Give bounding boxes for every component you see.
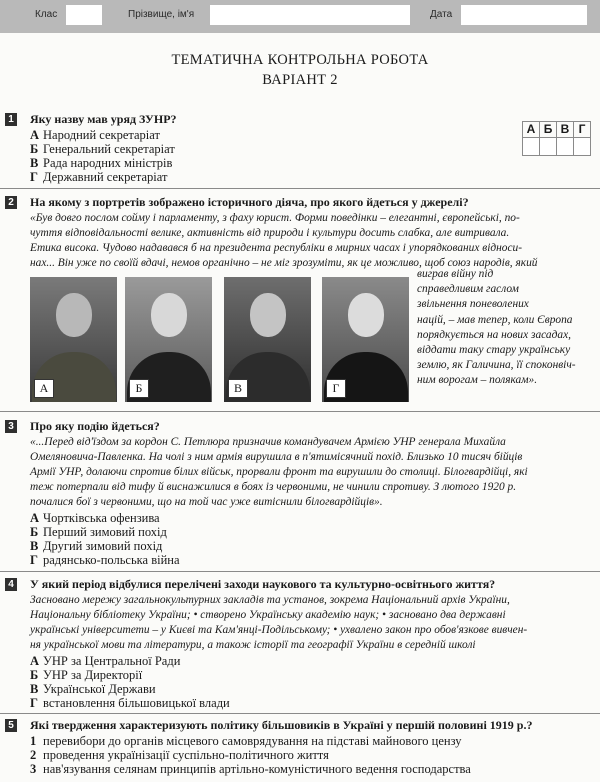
divider — [0, 571, 600, 572]
option-label: Чортківська офензива — [43, 511, 160, 525]
answer-letter: В — [557, 122, 573, 137]
option-d[interactable] — [30, 553, 180, 568]
portrait-label: А — [34, 379, 54, 398]
source-line: віддати таку стару українську — [417, 344, 571, 357]
variant-title: ВАРІАНТ 2 — [262, 72, 338, 88]
source-line: «...Перед від'їздом за кордон С. Петлюра призначив командувачем Армією УНР генерала Михайла — [30, 436, 506, 448]
source-line: українські університети – у Києві та Кам'янці-Подільському; • ухвалено закон про обов'язкове вивчен- — [30, 624, 528, 637]
statement-text: нав'язування селянам принципів артільно-комуністичного ведення господарства — [43, 762, 471, 776]
option-b[interactable] — [30, 142, 175, 157]
source-line: справедливим гаслом — [417, 283, 519, 296]
date-field[interactable] — [461, 5, 587, 25]
question-number: 4 — [5, 578, 17, 591]
option-letter: В — [30, 682, 39, 696]
option-label: Народний секретаріат — [43, 128, 160, 142]
source-quote — [30, 435, 528, 510]
answer-letter: Б — [540, 122, 556, 137]
option-d[interactable] — [30, 170, 167, 185]
question-text: Про яку подію йдеться? — [30, 419, 160, 433]
option-letter: Б — [30, 668, 39, 682]
option-label: радянсько-польська війна — [43, 553, 180, 567]
source-line: Омеляновича-Павленка. На чолі з ним армія вирушила в п'ятимісячний похід. Близько 10 тисяч бійців — [30, 451, 523, 464]
source-text — [30, 593, 527, 653]
option-letter: В — [30, 539, 39, 553]
source-quote-continued — [417, 267, 576, 389]
source-line: Засновано мережу загальнокультурних закладів та установ, зокрема Національний архів України, — [30, 594, 510, 606]
date-label: Дата — [430, 9, 453, 20]
option-label: Перший зимовий похід — [43, 525, 167, 539]
source-quote — [30, 211, 538, 271]
answer-cell-d[interactable] — [574, 138, 590, 155]
option-letter: В — [30, 156, 39, 170]
statement-number: 1 — [30, 734, 37, 748]
answer-cell-a[interactable] — [523, 138, 539, 155]
divider — [0, 411, 600, 412]
source-line: виграв війну під — [417, 268, 494, 280]
option-c[interactable] — [30, 539, 162, 554]
source-line: чуття відповідальності велике, активність від природи і культури досить слабка, але витривала. — [30, 227, 510, 240]
source-line: порядкується на нових засадах, — [417, 328, 571, 341]
option-a[interactable] — [30, 128, 160, 143]
answer-cell-b[interactable] — [540, 138, 556, 155]
source-line: землю, як Галичина, її споконвіч- — [417, 359, 576, 372]
option-d[interactable] — [30, 696, 230, 711]
answer-letter: Г — [574, 122, 590, 137]
statement-text: перевибори до органів місцевого самоврядування на підставі майнового цензу — [43, 734, 462, 748]
option-letter: Г — [30, 696, 38, 710]
option-label: Рада народних міністрів — [43, 156, 173, 170]
option-label: Української Держави — [43, 682, 156, 696]
question-number: 1 — [5, 113, 17, 126]
question-number: 2 — [5, 196, 17, 209]
answer-letter: А — [523, 122, 539, 137]
question-number: 5 — [5, 719, 17, 732]
option-letter: А — [30, 654, 40, 668]
portrait-b[interactable] — [125, 277, 212, 402]
source-line: Етика висока. Чудово надавався б на президента республіки в мирних часах і упорядкованих відноси- — [30, 242, 523, 255]
option-letter: А — [30, 511, 40, 525]
class-field[interactable] — [66, 5, 102, 25]
source-line: звільнення поневолених — [417, 298, 529, 311]
question-text: Які твердження характеризують політику більшовиків в Україні у першій половині 1919 р.? — [30, 718, 533, 732]
source-line: Армії УНР, долаючи спротив білих військ, прорвали фронт та вирушили до столиці. Білогвардійці, які — [30, 466, 528, 479]
source-line: нах... Він уже по своїй вдачі, немов органічно – не міг зрозуміти, як це можливо, щоб союз народів, який — [30, 257, 538, 270]
option-b[interactable] — [30, 525, 167, 540]
option-a[interactable] — [30, 511, 160, 526]
class-label: Клас — [35, 9, 58, 20]
option-a[interactable] — [30, 654, 180, 669]
source-line: ня української мови та літератури, а також історії та географії України в середній школі — [30, 639, 476, 652]
portrait-label: Б — [129, 379, 149, 398]
statement-text: проведення українізації суспільно-політичного життя — [43, 748, 329, 762]
statement-3[interactable] — [30, 762, 471, 777]
question-number: 3 — [5, 420, 17, 433]
option-label: Генеральний секретаріат — [43, 142, 175, 156]
statement-number: 2 — [30, 748, 37, 762]
option-label: встановлення більшовицької влади — [43, 696, 230, 710]
question-text: У який період відбулися перелічені заходи наукового та культурно-освітнього життя? — [30, 577, 496, 591]
name-field[interactable] — [210, 5, 410, 25]
option-letter: Г — [30, 170, 38, 184]
portrait-d[interactable] — [322, 277, 409, 402]
option-label: Другий зимовий похід — [43, 539, 163, 553]
statement-1[interactable] — [30, 734, 462, 749]
header-bar — [0, 0, 600, 33]
source-line: Національну бібліотеку України; • створено Українську академію наук; • засновано два державні — [30, 609, 506, 622]
statement-number: 3 — [30, 762, 37, 776]
source-line: націй, – мав тепер, коли Європа — [417, 313, 573, 326]
option-label: УНР за Директорії — [43, 668, 143, 682]
source-line: почалися бої з червоними, що на той час уже витіснили білогвардійців». — [30, 496, 383, 509]
name-label: Прізвище, ім'я — [128, 9, 195, 20]
question-text: Яку назву мав уряд ЗУНР? — [30, 112, 177, 126]
portrait-c[interactable] — [224, 277, 311, 402]
source-line: ним ворогам – полякам». — [417, 374, 538, 387]
option-c[interactable] — [30, 156, 172, 171]
statement-2[interactable] — [30, 748, 329, 763]
option-letter: Б — [30, 525, 39, 539]
option-letter: А — [30, 128, 40, 142]
question-text: На якому з портретів зображено історичного діяча, про якого йдеться у джерелі? — [30, 195, 469, 209]
portrait-a[interactable] — [30, 277, 117, 402]
option-c[interactable] — [30, 682, 156, 697]
answer-cell-c[interactable] — [557, 138, 573, 155]
source-line: «Був довго послом сойму і парламенту, з фаху юрист. Форми поведінки – елегантні, європейські, по- — [30, 212, 520, 224]
option-label: Державний секретаріат — [43, 170, 168, 184]
divider — [0, 713, 600, 714]
option-label: УНР за Центральної Ради — [43, 654, 181, 668]
portrait-label: В — [228, 379, 248, 398]
option-letter: Г — [30, 553, 38, 567]
portrait-label: Г — [326, 379, 346, 398]
divider — [0, 188, 600, 189]
answer-grid — [522, 121, 591, 156]
option-letter: Б — [30, 142, 39, 156]
page-title: ТЕМАТИЧНА КОНТРОЛЬНА РОБОТА — [171, 52, 429, 68]
option-b[interactable] — [30, 668, 142, 683]
source-line: теж потерпали від тифу й виснажилися в боях із червоними, не чинили спротиву. З лютого 1920 р. — [30, 481, 517, 494]
